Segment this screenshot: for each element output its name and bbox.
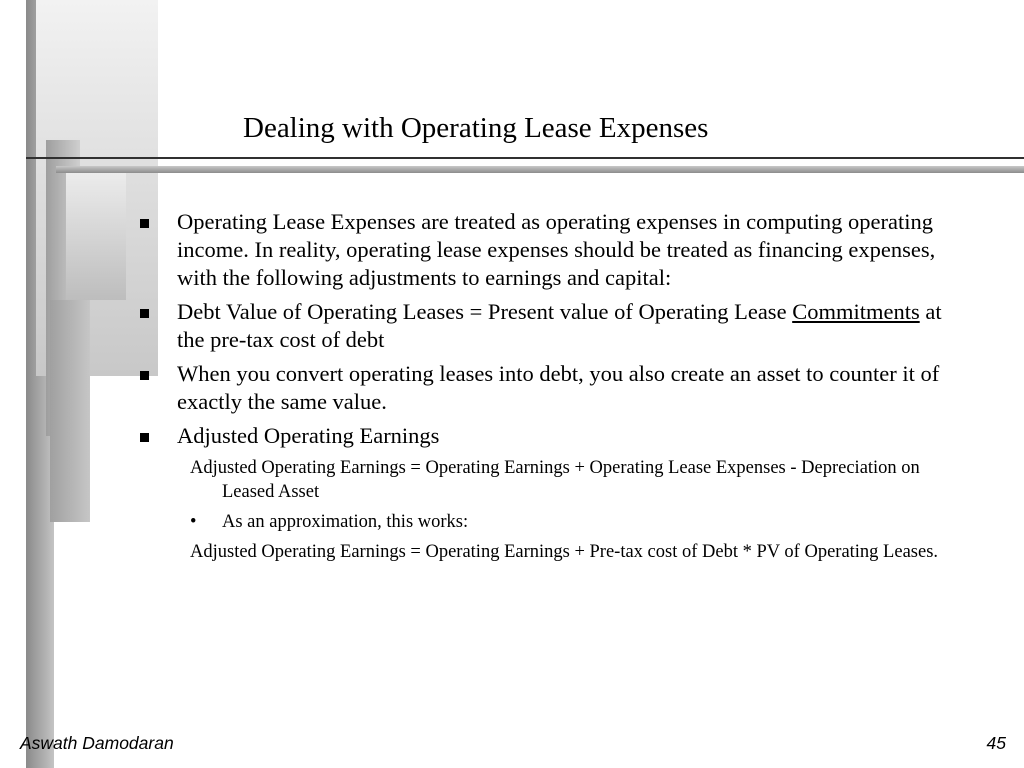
bullet-item <box>140 298 970 354</box>
sub-item-formula: Adjusted Operating Earnings = Operating Earnings + Operating Lease Expenses - Depreciation on Leased Asset <box>190 458 920 502</box>
bullet-text: Adjusted Operating Earnings <box>177 423 440 448</box>
bullet-text: at the pre-tax cost of debt <box>177 299 942 352</box>
bullet-text: Debt Value of Operating Leases = Present value of Operating Lease <box>177 299 793 324</box>
square-bullet-icon <box>140 371 149 380</box>
title-rule <box>26 157 1024 159</box>
bullet-text: When you convert operating leases into debt, you also create an asset to counter it of exactly the same value. <box>177 361 940 414</box>
decorative-bar <box>66 172 126 300</box>
footer-author: Aswath Damodaran <box>20 733 174 753</box>
square-bullet-icon <box>140 219 149 228</box>
decorative-bar <box>50 300 90 522</box>
title-underline-bar <box>56 166 1024 173</box>
slide-title: Dealing with Operating Lease Expenses <box>243 112 709 144</box>
bullet-item <box>140 360 970 416</box>
sub-bullet-item <box>190 510 970 534</box>
square-bullet-icon <box>140 309 149 318</box>
bullet-text: Operating Lease Expenses are treated as operating expenses in computing operating income. In reality, operating lease expenses should be treated as financing expenses, with the following adjustments to earnings and capital: <box>177 209 936 290</box>
bullet-item <box>140 422 970 450</box>
sub-item-formula: Adjusted Operating Earnings = Operating Earnings + Pre-tax cost of Debt * PV of Operating Leases. <box>190 542 939 562</box>
sub-bullet-text: As an approximation, this works: <box>222 512 469 532</box>
round-bullet-icon: • <box>190 512 197 532</box>
square-bullet-icon <box>140 433 149 442</box>
underlined-term: Commitments <box>792 299 920 324</box>
page-number: 45 <box>986 733 1006 753</box>
bullet-item <box>140 208 970 292</box>
slide-body <box>140 208 970 570</box>
